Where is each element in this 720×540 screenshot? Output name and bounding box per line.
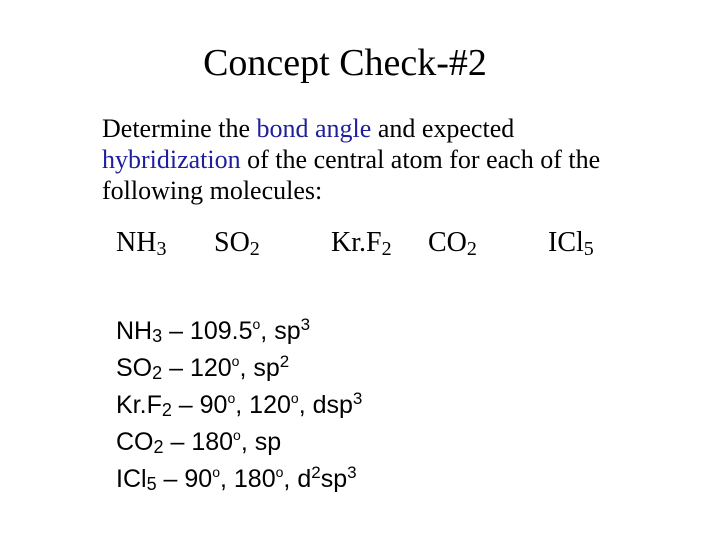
answer-angle: 120 bbox=[189, 354, 232, 382]
prompt-highlight-hybridization: hybridization bbox=[102, 145, 241, 174]
answer-angle: 90 bbox=[199, 391, 228, 419]
answer-formula-subscript: 2 bbox=[161, 400, 172, 420]
answer-separator: , bbox=[283, 465, 298, 493]
answer-formula: SO bbox=[116, 354, 153, 382]
answer-dash: – bbox=[163, 428, 192, 456]
answer-dash: – bbox=[171, 391, 200, 419]
molecule-subscript: 2 bbox=[381, 238, 392, 260]
molecule-subscript: 5 bbox=[583, 238, 594, 260]
prompt-text: of the central atom for each of the following molecules: bbox=[102, 145, 601, 205]
molecule-so2 bbox=[214, 225, 260, 261]
question-prompt bbox=[102, 113, 702, 206]
answer-angle: 180 bbox=[233, 465, 276, 493]
answer-hybridization: sp bbox=[320, 465, 348, 493]
answer-angle: 109.5 bbox=[189, 317, 253, 345]
answer-angle: 120 bbox=[249, 391, 291, 419]
prompt-highlight-bond-angle: bond angle bbox=[256, 114, 372, 143]
answer-co2 bbox=[116, 424, 362, 461]
hybridization-superscript: 3 bbox=[347, 463, 357, 482]
molecule-subscript: 2 bbox=[249, 238, 260, 260]
molecule-element: CO bbox=[428, 227, 467, 258]
answer-separator: , bbox=[219, 465, 234, 493]
answer-separator: , bbox=[260, 317, 275, 345]
hybridization-superscript: 2 bbox=[279, 352, 290, 371]
molecule-element: Kr.F bbox=[331, 227, 382, 258]
slide-title: Concept Check-#2 bbox=[203, 42, 487, 84]
molecule-element: SO bbox=[214, 227, 250, 258]
answer-formula-subscript: 5 bbox=[146, 474, 157, 494]
answer-hybridization: dsp bbox=[312, 391, 353, 419]
answer-separator: , bbox=[239, 354, 254, 382]
hybridization-prefix-superscript: 2 bbox=[311, 463, 321, 482]
degree-symbol: o bbox=[227, 390, 236, 406]
answer-formula-subscript: 3 bbox=[152, 326, 163, 346]
answer-dash: – bbox=[162, 317, 190, 345]
molecule-element: ICl bbox=[548, 227, 584, 258]
degree-symbol: o bbox=[290, 390, 299, 406]
answer-krf2 bbox=[116, 387, 362, 424]
answer-formula: NH bbox=[116, 317, 153, 345]
molecule-element: NH bbox=[116, 227, 157, 258]
answer-formula: Kr.F bbox=[116, 391, 162, 419]
hybridization-superscript: 3 bbox=[300, 315, 311, 334]
answer-separator: , bbox=[235, 391, 250, 419]
hybridization-superscript: 3 bbox=[352, 389, 363, 408]
answer-separator: , bbox=[298, 391, 313, 419]
degree-symbol: o bbox=[233, 427, 241, 443]
degree-symbol: o bbox=[252, 316, 261, 332]
answer-nh3 bbox=[116, 313, 362, 350]
answer-formula: ICl bbox=[116, 465, 147, 493]
molecule-subscript: 2 bbox=[466, 238, 477, 260]
answer-hybridization: sp bbox=[274, 317, 301, 345]
answer-angle: 90 bbox=[184, 465, 213, 493]
answer-icl5 bbox=[116, 461, 362, 498]
degree-symbol: o bbox=[275, 464, 284, 480]
answer-formula-subscript: 2 bbox=[152, 363, 163, 383]
molecule-krf2 bbox=[331, 225, 392, 261]
answer-hybridization: sp bbox=[254, 428, 282, 456]
answer-formula: CO bbox=[116, 428, 154, 456]
answer-angle: 180 bbox=[191, 428, 234, 456]
answer-dash: – bbox=[156, 465, 185, 493]
answer-hybridization-prefix: d bbox=[297, 465, 312, 493]
molecule-nh3 bbox=[116, 225, 166, 261]
prompt-text: and expected bbox=[371, 114, 515, 143]
molecule-subscript: 3 bbox=[156, 238, 167, 260]
prompt-text: Determine the bbox=[102, 114, 257, 143]
answer-separator: , bbox=[240, 428, 255, 456]
answer-dash: – bbox=[162, 354, 190, 382]
degree-symbol: o bbox=[212, 464, 220, 480]
degree-symbol: o bbox=[231, 353, 240, 369]
answer-formula-subscript: 2 bbox=[153, 437, 164, 457]
molecule-co2 bbox=[428, 225, 477, 261]
answer-so2 bbox=[116, 350, 362, 387]
answer-list bbox=[116, 313, 362, 498]
molecule-icl5 bbox=[548, 225, 594, 261]
answer-hybridization: sp bbox=[253, 354, 280, 382]
